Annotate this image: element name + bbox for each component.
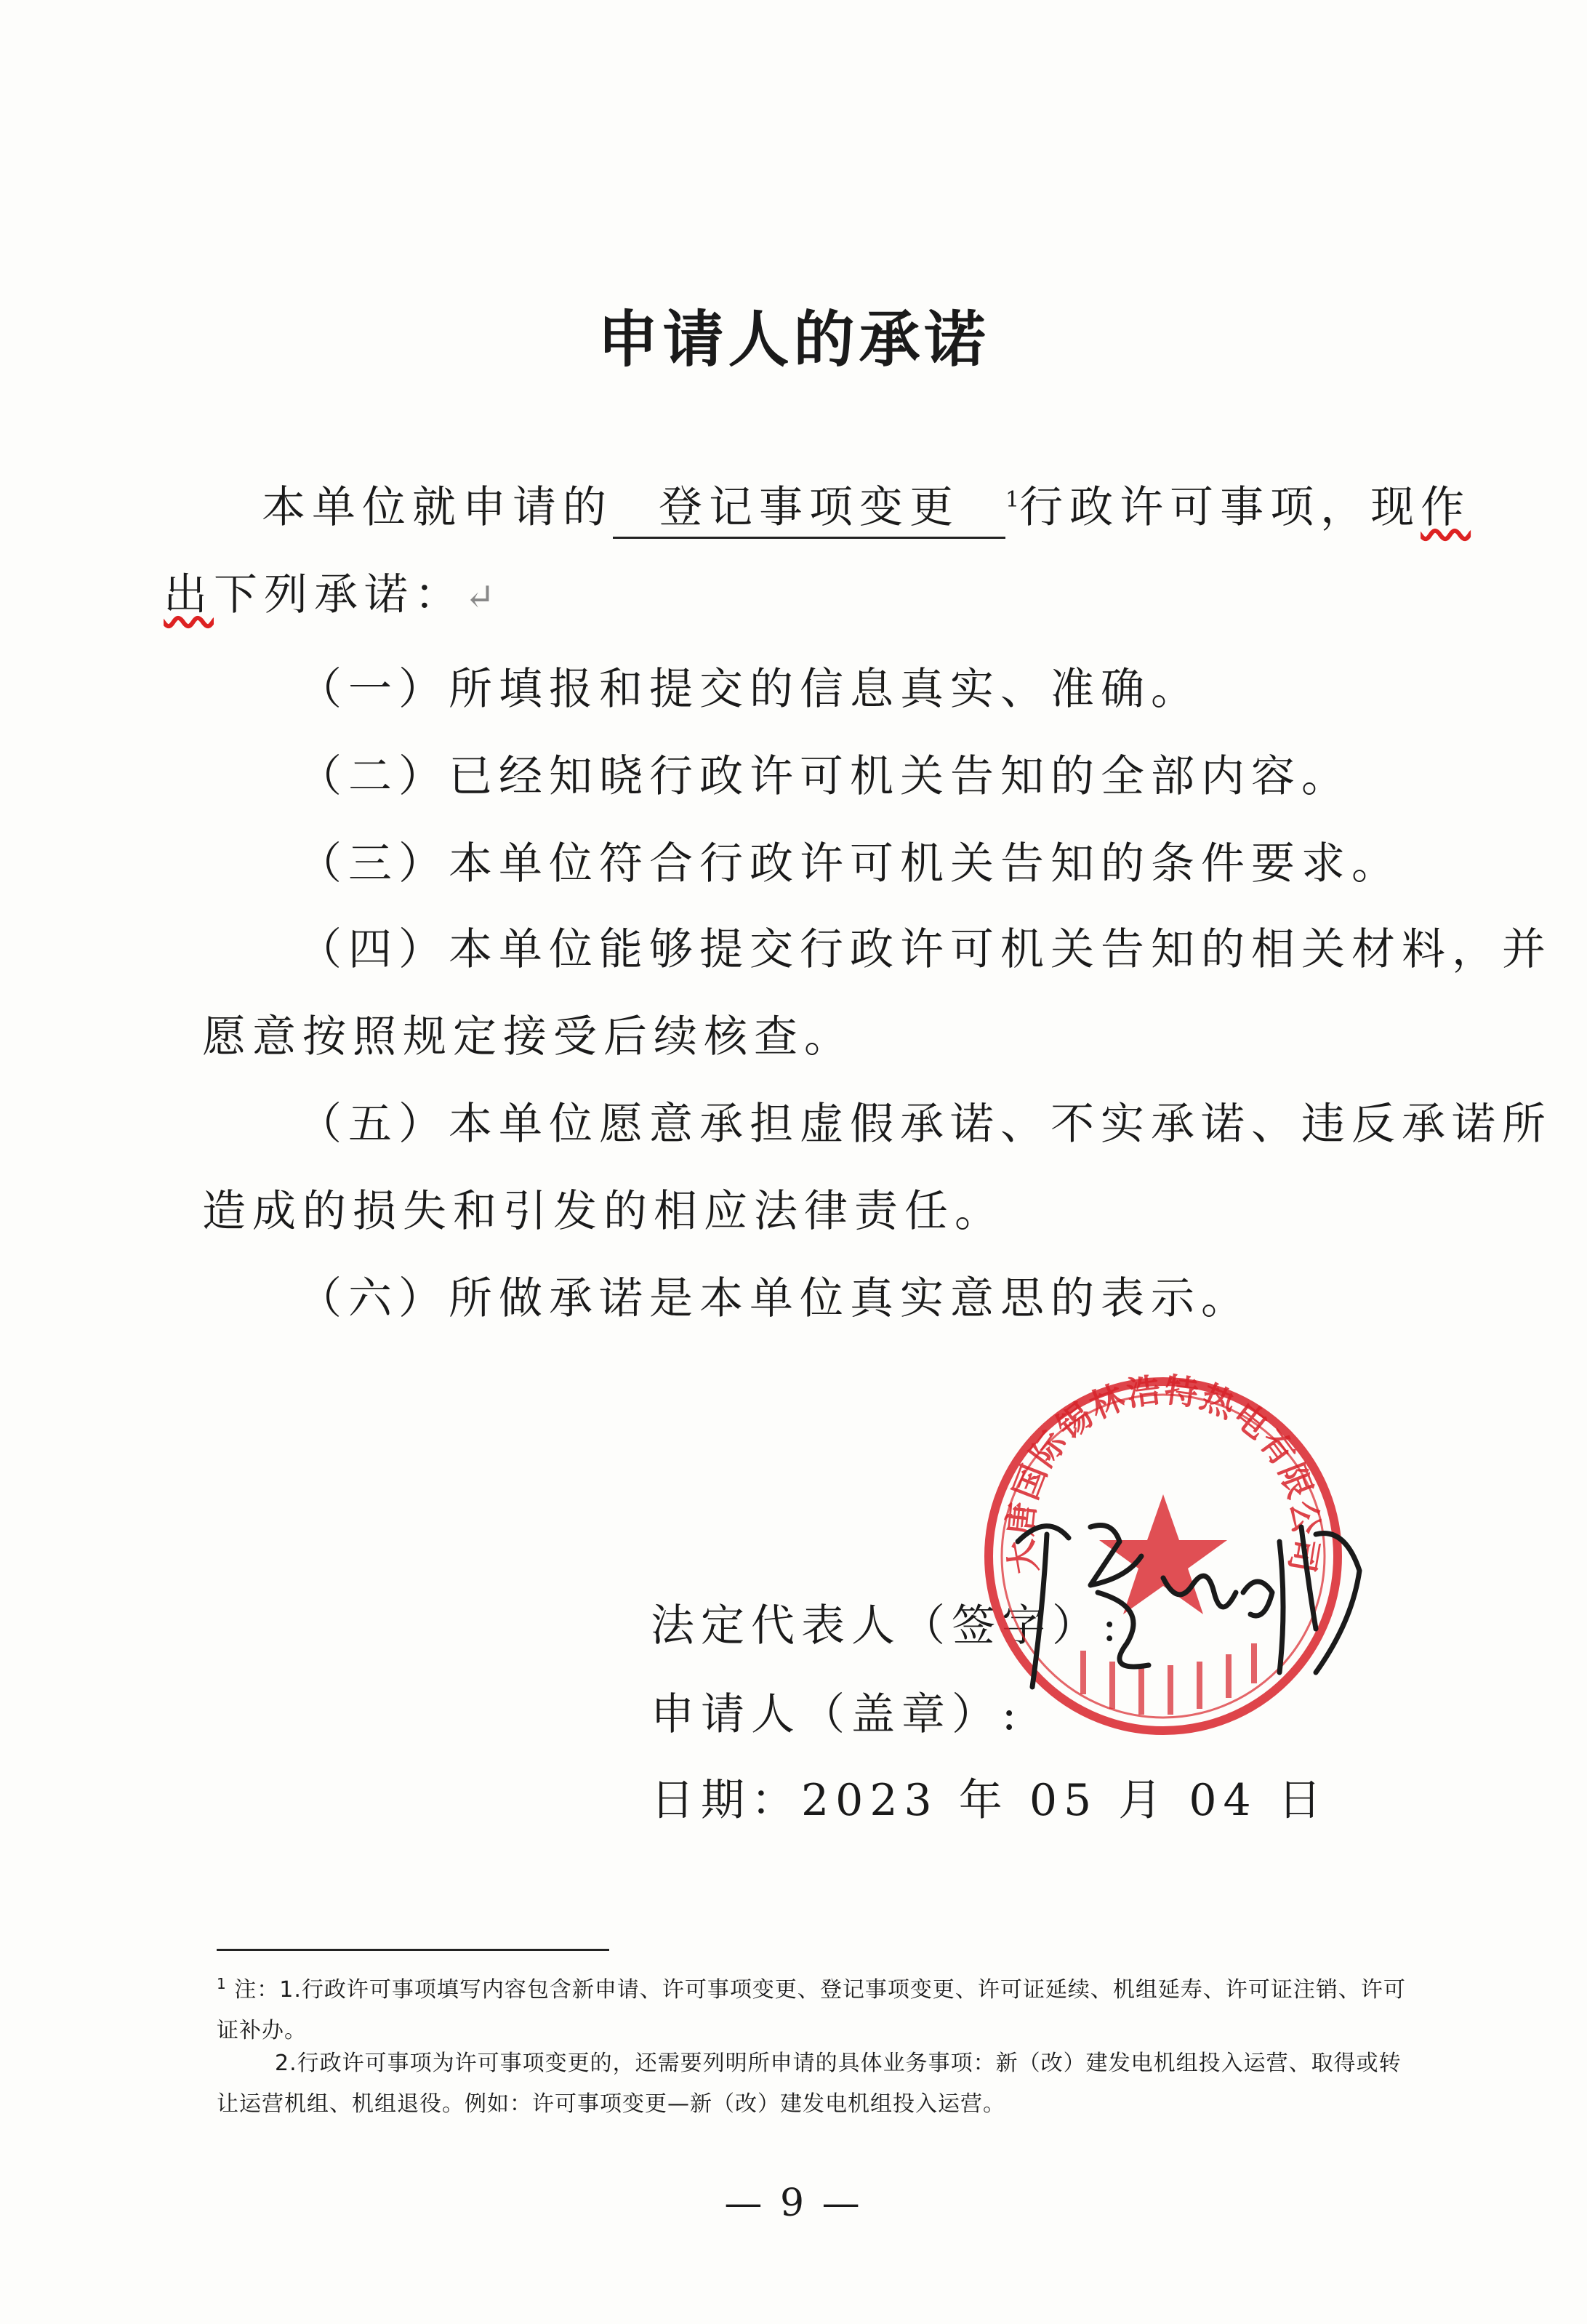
filled-item-field: 登记事项变更 xyxy=(613,473,1005,539)
footnote-1 xyxy=(217,1963,1409,2051)
footnote-marker-bottom: 1 xyxy=(217,1975,227,1992)
date-line xyxy=(651,1766,1328,1828)
commitment-item-3: （三）本单位符合行政许可机关告知的条件要求。 xyxy=(298,838,1402,889)
commitment-item-4-cont: 愿意按照规定接受后续核查。 xyxy=(202,1011,854,1062)
applicant-seal-label: 申请人（盖章）: xyxy=(651,1689,1024,1740)
commitment-item-5-cont: 造成的损失和引发的相应法律责任。 xyxy=(202,1186,1005,1237)
svg-text:大唐国际锡林浩特热电有限公司: 大唐国际锡林浩特热电有限公司 xyxy=(1000,1369,1327,1577)
intro-line2-wavy: 出 xyxy=(164,569,214,620)
handwritten-signature xyxy=(1003,1498,1367,1709)
intro-suffix-wavy: 作 xyxy=(1421,482,1471,533)
footnote-note-1: 注：1.行政许可事项填写内容包含新申请、许可事项变更、登记事项变更、许可证延续、机组延寿、许可证注销、许可证补办。 xyxy=(217,1977,1406,2043)
commitment-item-1: （一）所填报和提交的信息真实、准确。 xyxy=(298,664,1201,715)
legal-rep-label: 法定代表人（签字）: xyxy=(651,1600,1124,1651)
intro-line-1 xyxy=(262,473,1471,539)
footnote-2: 2.行政许可事项为许可事项变更的，还需要列明所申请的具体业务事项：新（改）建发电机组投入运营、取得或转让运营机组、机组退役。例如：许可事项变更—新（改）建发电机组投入运营。 xyxy=(217,2051,1402,2117)
intro-line2-rest: 下列承诺： xyxy=(214,569,465,620)
commitment-item-5: （五）本单位愿意承担虚假承诺、不实承诺、违反承诺所 xyxy=(298,1099,1552,1150)
intro-suffix: 行政许可事项，现 xyxy=(1019,482,1421,533)
footnote-divider xyxy=(217,1949,609,1951)
commitment-item-6: （六）所做承诺是本单位真实意思的表示。 xyxy=(298,1273,1251,1324)
page-number: — 9 — xyxy=(724,2181,863,2225)
commitment-item-4: （四）本单位能够提交行政许可机关告知的相关材料，并 xyxy=(298,924,1552,975)
footnote-marker: 1 xyxy=(1005,487,1020,513)
return-icon: ↵ xyxy=(465,576,502,618)
intro-prefix: 本单位就申请的 xyxy=(262,482,613,533)
commitment-item-2: （二）已经知晓行政许可机关告知的全部内容。 xyxy=(298,751,1351,802)
document-title: 申请人的承诺 xyxy=(597,303,990,375)
date-label: 日期： xyxy=(651,1775,801,1826)
intro-line-2 xyxy=(164,560,502,622)
date-value: 2023 年 05 月 04 日 xyxy=(801,1775,1328,1826)
